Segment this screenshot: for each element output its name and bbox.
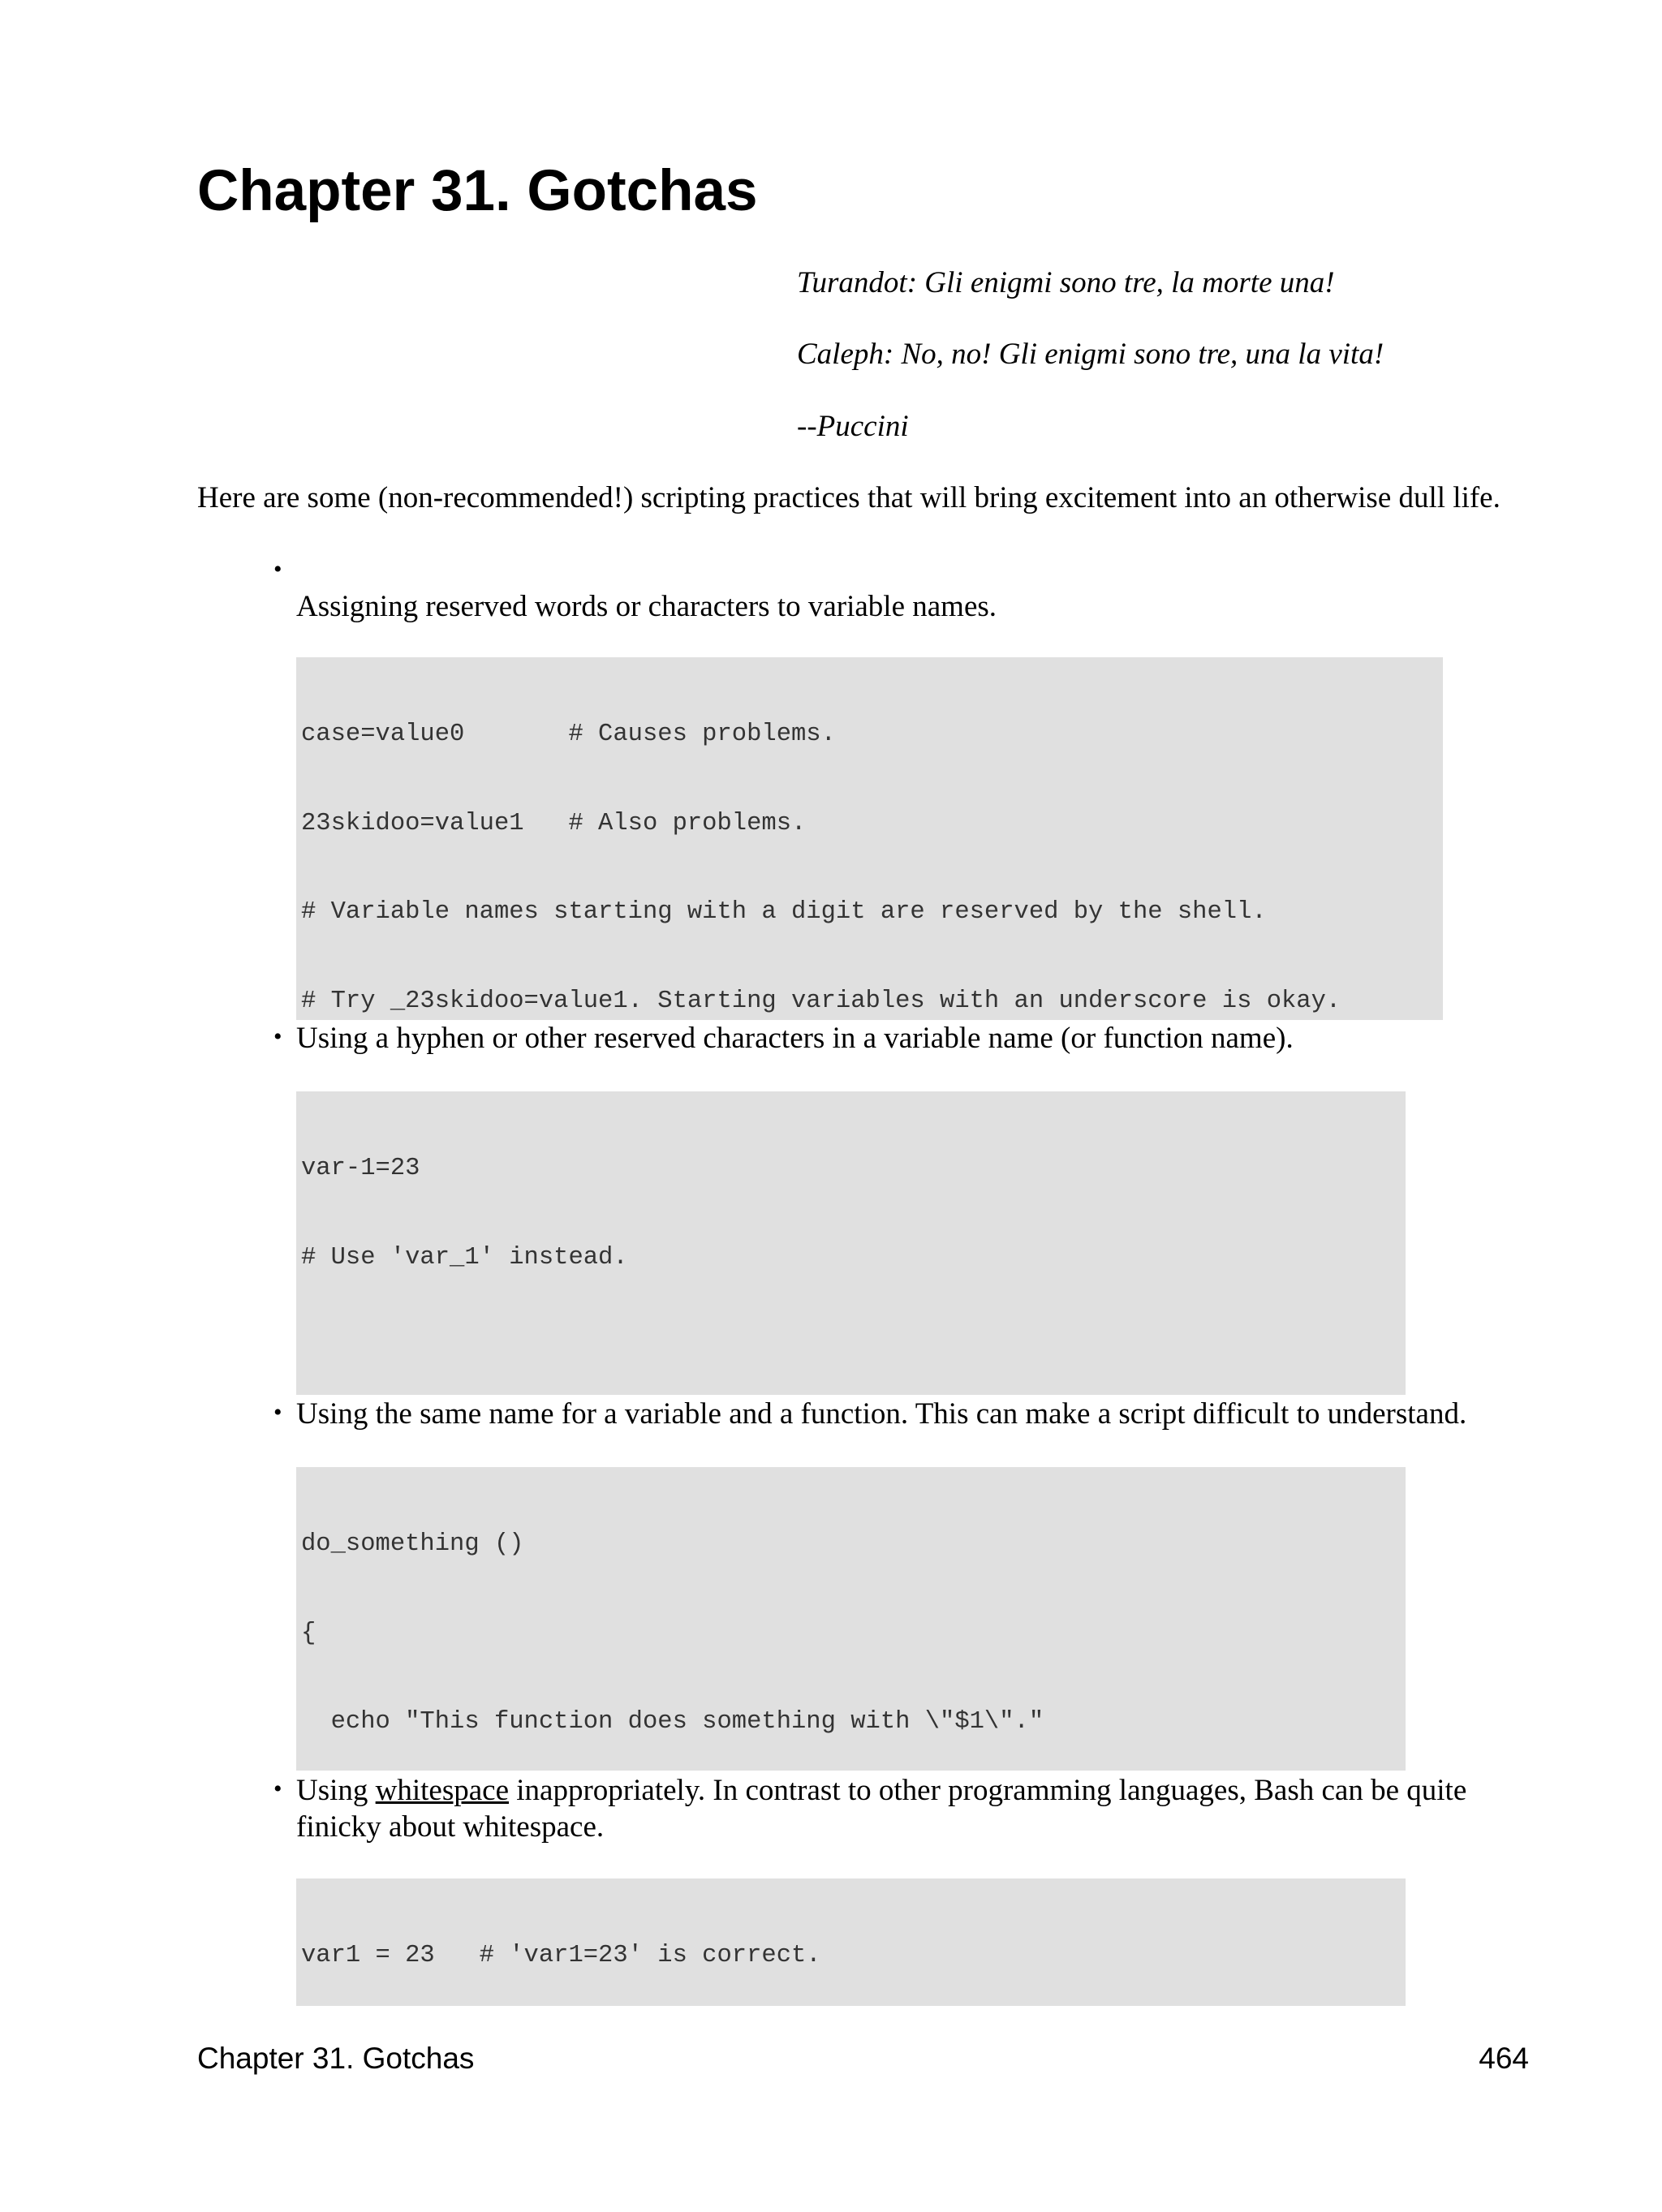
list-item-text	[296, 1772, 1497, 1845]
intro-paragraph: Here are some (non-recommended!) scripting practices that will bring excitement into an otherwise dull life.	[197, 481, 1501, 514]
epigraph-line-2: Caleph: No, no! Gli enigmi sono tre, una la vita!	[797, 338, 1384, 371]
code-block	[296, 1091, 1406, 1395]
code-block	[296, 1467, 1406, 1771]
chapter-title: Chapter 31. Gotchas	[197, 159, 758, 223]
epigraph-attribution: --Puccini	[797, 410, 909, 443]
code-line: # Try _23skidoo=value1. Starting variables with an underscore is okay.	[301, 987, 1341, 1015]
code-line	[301, 1332, 1401, 1362]
code-line: do_something ()	[301, 1530, 524, 1558]
code-line: 23skidoo=value1 # Also problems.	[301, 809, 807, 837]
code-line: {	[301, 1619, 316, 1647]
footer-chapter-title: Chapter 31. Gotchas	[197, 2042, 475, 2075]
bullet-icon: •	[273, 556, 282, 583]
list-item-text: Using the same name for a variable and a function. This can make a script difficult to understand.	[296, 1397, 1467, 1431]
list-item-text-part: inappropriately. In contrast to other programming languages, Bash can be quite finicky about whitespace.	[296, 1774, 1467, 1844]
page-number: 464	[1479, 2042, 1529, 2075]
code-line: # Use 'var_1' instead.	[301, 1243, 628, 1272]
code-line: # Variable names starting with a digit are reserved by the shell.	[301, 898, 1267, 926]
bullet-icon: •	[273, 1775, 282, 1802]
list-item-text: Using a hyphen or other reserved characters in a variable name (or function name).	[296, 1022, 1294, 1055]
list-item-text: Assigning reserved words or characters to variable names.	[296, 590, 997, 623]
code-block	[296, 1878, 1406, 2006]
bullet-icon: •	[273, 1023, 282, 1050]
epigraph-line-1: Turandot: Gli enigmi sono tre, la morte una!	[797, 266, 1335, 299]
bullet-icon: •	[273, 1399, 282, 1426]
code-block	[296, 657, 1443, 1020]
whitespace-link[interactable]: whitespace	[375, 1774, 510, 1807]
code-line: var1 = 23 # 'var1=23' is correct.	[301, 1942, 821, 1969]
code-line: case=value0 # Causes problems.	[301, 721, 836, 748]
list-item-text-part: Using	[296, 1774, 376, 1807]
code-line: var-1=23	[301, 1155, 420, 1182]
code-line: echo "This function does something with \"$1\"."	[301, 1708, 1044, 1736]
